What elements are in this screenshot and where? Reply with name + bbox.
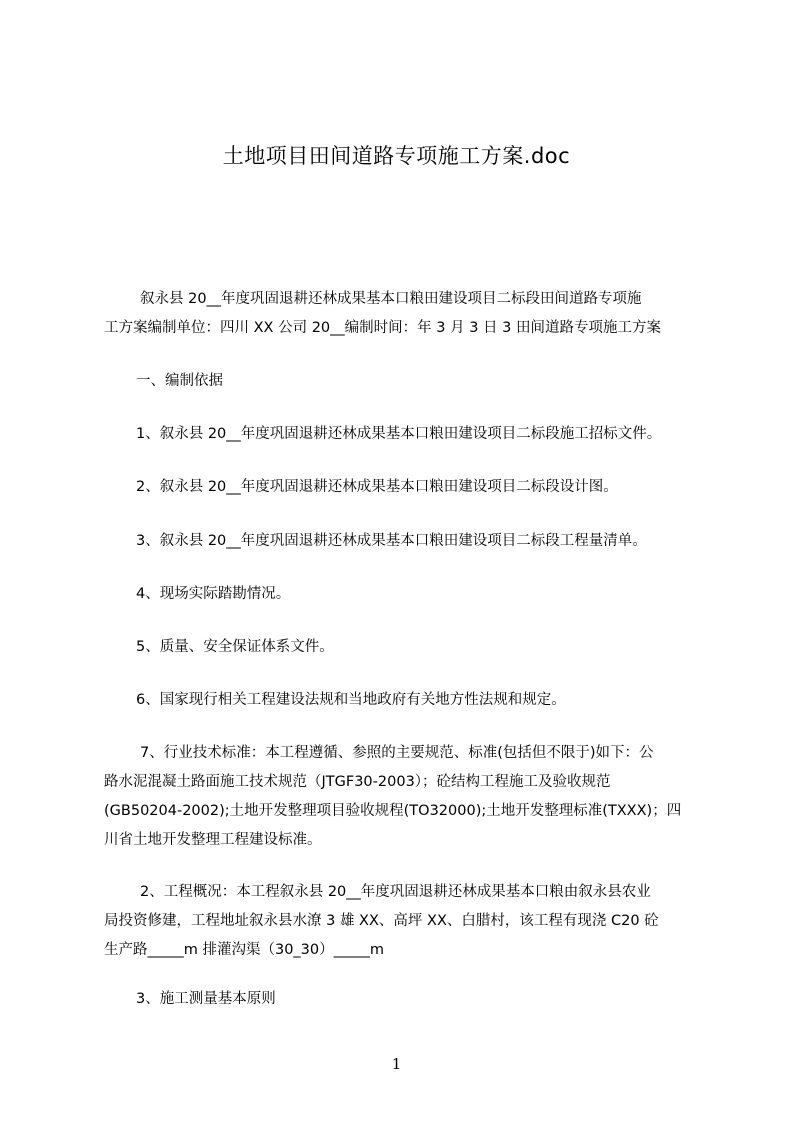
intro-line-2: 工方案编制单位：四川 XX 公司 20__编制时间：年 3 月 3 日 3 田间道路专项施工方案 bbox=[104, 320, 661, 336]
basis-item-4: 4、现场实际踏勘情况。 bbox=[136, 586, 291, 602]
intro-line-1: 叙永县 20__年度巩固退耕还林成果基本口粮田建设项目二标段田间道路专项施 bbox=[140, 291, 642, 307]
standards-item-line-4: 川省土地开发整理工程建设标准。 bbox=[104, 832, 322, 848]
basis-item-1: 1、叙永县 20__年度巩固退耕还林成果基本口粮田建设项目二标段施工招标文件。 bbox=[136, 426, 662, 442]
basis-item-2: 2、叙永县 20__年度巩固退耕还林成果基本口粮田建设项目二标段设计图。 bbox=[136, 479, 618, 495]
section-heading-basis: 一、编制依据 bbox=[136, 373, 223, 389]
intro-paragraph bbox=[104, 285, 706, 314]
standards-item-line-3: (GB50204-2002);土地开发整理项目验收规程(TO32000);土地开发整理标准(TXXX)；四 bbox=[104, 803, 682, 819]
basis-item-5: 5、质量、安全保证体系文件。 bbox=[136, 639, 334, 655]
page-number: 1 bbox=[391, 1055, 402, 1073]
basis-item-6: 6、国家现行相关工程建设法规和当地政府有关地方性法规和规定。 bbox=[136, 692, 566, 708]
standards-item-line-2: 路水泥混凝土路面施工技术规范（JTGF30-2003）；砼结构工程施工及验收规范 bbox=[104, 774, 611, 790]
overview-line-2: 局投资修建，工程地址叙永县水潦 3 雄 XX、高坪 XX、白腊村，该工程有现浇 C20 砼 bbox=[104, 913, 659, 929]
basis-item-3: 3、叙永县 20__年度巩固退耕还林成果基本口粮田建设项目二标段工程量清单。 bbox=[136, 533, 647, 549]
document-title: 土地项目田间道路专项施工方案.doc bbox=[222, 144, 571, 168]
overview-line-1: 2、工程概况：本工程叙永县 20__年度巩固退耕还林成果基本口粮由叙永县农业 bbox=[140, 884, 651, 900]
overview-line-3: 生产路_____m 排灌沟渠（30_30）_____m bbox=[104, 942, 385, 958]
standards-item-line-1: 7、行业技术标准：本工程遵循、参照的主要规范、标准(包括但不限于)如下：公 bbox=[140, 745, 654, 761]
section-heading-survey: 3、施工测量基本原则 bbox=[136, 991, 276, 1007]
intro-paragraph-cont bbox=[104, 314, 706, 343]
